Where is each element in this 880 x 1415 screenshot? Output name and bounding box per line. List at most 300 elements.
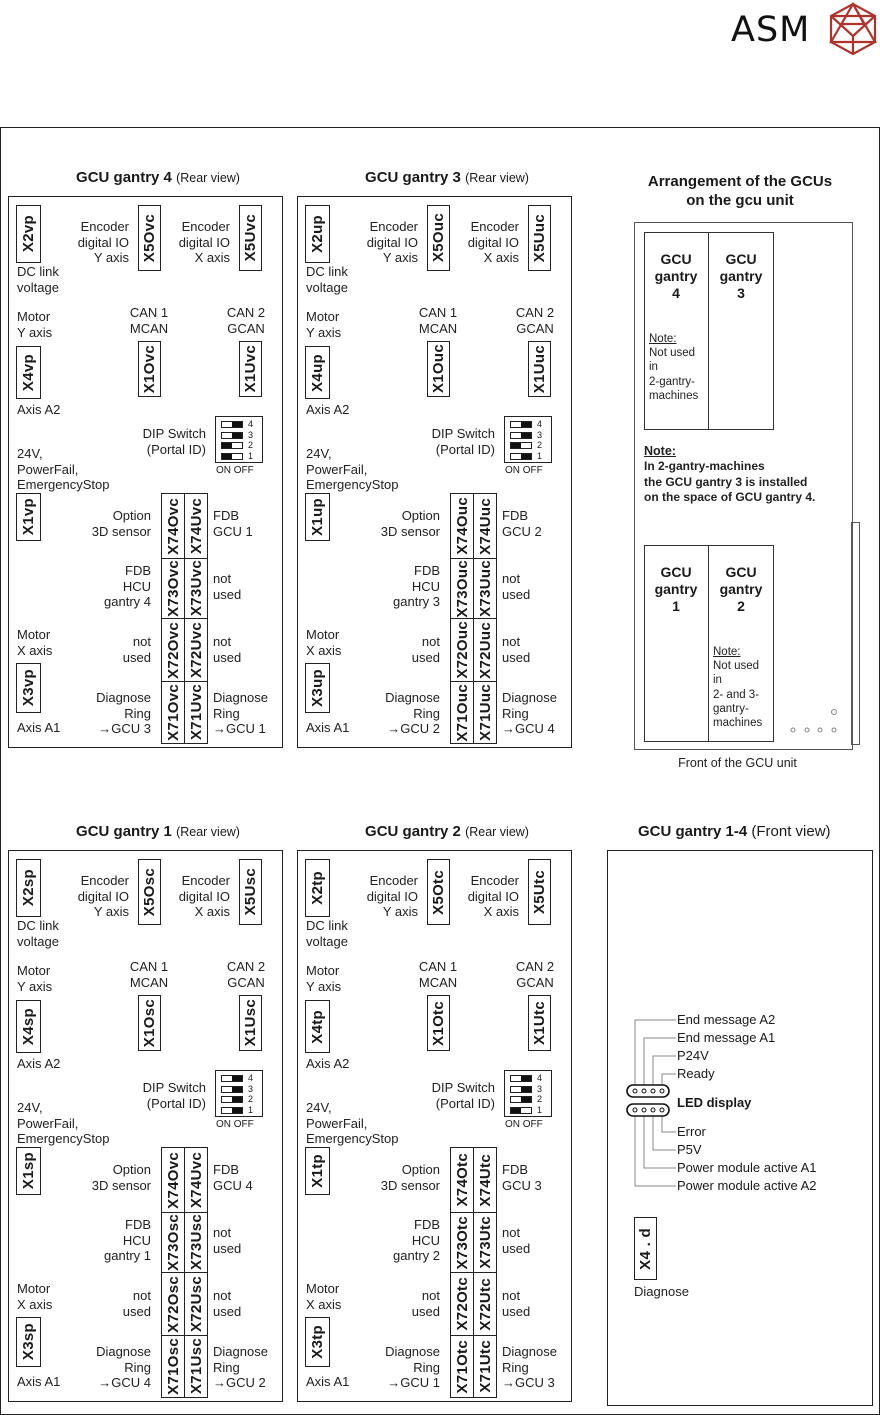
not-used-label: not used	[213, 571, 242, 602]
diagnose-ring-left-label: Diagnose Ring →GCU 3	[96, 690, 151, 736]
option-3d-label: Option 3D sensor	[380, 508, 440, 539]
power-label: 24V, PowerFail, EmergencyStop	[306, 1100, 399, 1146]
can1-label: CAN 1 MCAN	[418, 959, 458, 990]
led-display-icon	[620, 1010, 680, 1195]
motor-x-label: Motor X axis	[306, 627, 342, 658]
unit-indicator-dots-icon	[788, 706, 840, 736]
connector-motor-y	[305, 346, 330, 399]
led-display-label: LED display	[677, 1095, 752, 1110]
connector-label: X72Uuc	[476, 621, 494, 679]
fdb-hcu-label: FDB HCU gantry 3	[393, 563, 440, 609]
connector-encoder-y	[427, 859, 450, 925]
dip-switch-3	[510, 432, 532, 439]
dip-number: 1	[248, 450, 254, 461]
connector-label: X5Usc	[242, 868, 259, 916]
dip-switch-label: DIP Switch (Portal ID)	[142, 1080, 206, 1111]
not-used-label: not used	[502, 1225, 531, 1256]
connector-label: X73Osc	[164, 1214, 182, 1271]
fdb-gcu-label: FDB GCU 1	[213, 508, 253, 539]
connector-label: X1vp	[20, 498, 37, 536]
dip-switch-4	[510, 421, 532, 428]
slot-gantry-4: GCU gantry 4	[654, 251, 698, 301]
connector-fdb-o	[450, 1212, 474, 1273]
connector-fdb-o	[450, 1147, 474, 1213]
connector-fdb-u	[184, 1212, 208, 1273]
connector-label: X73Otc	[453, 1215, 471, 1270]
front-view-subtitle: (Front view)	[751, 823, 831, 840]
gcu-rear-panel	[8, 196, 283, 748]
panel-title-main: GCU gantry 4	[76, 169, 172, 186]
motor-x-label: Motor X axis	[306, 1281, 342, 1312]
dip-number: 1	[537, 1104, 543, 1115]
connector-label: X4sp	[20, 1007, 37, 1046]
connector-label: X74Ouc	[453, 497, 471, 555]
motor-x-label: Motor X axis	[17, 1281, 53, 1312]
dip-switch-4	[221, 421, 243, 428]
dc-link-label: DC link voltage	[17, 918, 59, 949]
dip-number: 4	[537, 1073, 543, 1083]
encoder-x-label: Encoder digital IO X axis	[467, 873, 519, 919]
connector-fdb-u	[184, 1335, 208, 1398]
connector-can2	[239, 341, 262, 397]
main-note-label: Note:	[644, 444, 676, 458]
dip-number: 4	[537, 419, 543, 429]
connector-label: X73Utc	[476, 1216, 494, 1269]
panel-title	[297, 169, 597, 186]
connector-label: X73Ovc	[164, 560, 182, 617]
dip-switch-1	[510, 1107, 532, 1114]
connector-label: X2up	[309, 215, 326, 253]
connector-motor-x	[16, 1317, 41, 1367]
asm-logo-icon	[826, 2, 880, 56]
connector-label: X72Utc	[476, 1277, 494, 1331]
not-used-label: not used	[213, 1225, 242, 1256]
dip-lever	[232, 422, 242, 427]
dip-number: 4	[248, 1073, 254, 1083]
dip-lever	[521, 1097, 531, 1102]
not-used-label: not used	[122, 1288, 151, 1319]
front-of-unit-label: Front of the GCU unit	[678, 756, 797, 770]
dip-switch-1	[510, 453, 532, 460]
connector-fdb-o	[450, 618, 474, 682]
not-used-label: not used	[213, 1288, 242, 1319]
dip-switch-3	[221, 432, 243, 439]
connector-label: X2vp	[20, 215, 37, 253]
motor-x-label: Motor X axis	[17, 627, 53, 658]
connector-label: X3sp	[20, 1323, 37, 1361]
dip-on-off-label: ON OFF	[505, 465, 543, 476]
diagnose-label: Diagnose	[634, 1284, 689, 1299]
dip-number: 2	[248, 440, 254, 450]
connector-fdb-u	[184, 618, 208, 682]
not-used-label: not used	[213, 634, 242, 665]
connector-encoder-x	[239, 859, 262, 925]
dip-switch-2	[221, 1096, 243, 1103]
dip-switch-2	[510, 1096, 532, 1103]
connector-fdb-u	[473, 618, 497, 682]
dip-switch-3	[510, 1086, 532, 1093]
connector-fdb-o	[450, 1272, 474, 1336]
dip-switch-label: DIP Switch (Portal ID)	[431, 1080, 495, 1111]
connector-label: X5Ouc	[430, 213, 447, 263]
connector-label: X72Osc	[164, 1275, 182, 1333]
connector-fdb-u	[473, 493, 497, 559]
not-used-label: not used	[122, 634, 151, 665]
connector-can2	[528, 995, 551, 1051]
connector-label: X72Uvc	[187, 621, 205, 678]
fdb-gcu-label: FDB GCU 2	[502, 508, 542, 539]
panel-title	[297, 823, 597, 840]
connector-label: X73Uuc	[476, 560, 494, 617]
dip-number: 2	[248, 1094, 254, 1104]
connector-can1	[427, 995, 450, 1051]
power-label: 24V, PowerFail, EmergencyStop	[306, 446, 399, 492]
dip-lever	[521, 433, 531, 438]
led-power-module-a1: Power module active A1	[677, 1160, 817, 1175]
connector-fdb-u	[184, 1147, 208, 1213]
dip-switch	[215, 1070, 263, 1117]
encoder-y-label: Encoder digital IO Y axis	[366, 219, 418, 265]
motor-y-label: Motor Y axis	[17, 309, 53, 340]
led-p24v: P24V	[677, 1048, 709, 1063]
connector-fdb-u	[184, 493, 208, 559]
connector-label: X72Otc	[453, 1277, 471, 1331]
connector-label: X73Uvc	[187, 560, 205, 617]
not-used-label: not used	[502, 634, 531, 665]
dip-lever	[521, 454, 531, 459]
connector-fdb-o	[161, 1272, 185, 1336]
connector-label: X71Ouc	[453, 683, 471, 742]
dip-switch-label: DIP Switch (Portal ID)	[142, 426, 206, 457]
connector-label: X72Ouc	[453, 621, 471, 679]
note-g4: Not used in 2-gantry- machines	[649, 347, 699, 402]
dc-link-label: DC link voltage	[306, 264, 348, 295]
dip-lever	[511, 1108, 521, 1113]
diagnose-ring-left-label: Diagnose Ring →GCU 1	[385, 1344, 440, 1390]
motor-y-label: Motor Y axis	[306, 963, 342, 994]
main-note: In 2-gantry-machines the GCU gantry 3 is installed on the space of GCU gantry 4.	[644, 459, 816, 504]
connector-fdb-u	[184, 681, 208, 744]
can2-label: CAN 2 GCAN	[515, 305, 555, 336]
dip-lever	[222, 454, 232, 459]
connector-power	[305, 493, 330, 541]
connector-label: X74Otc	[453, 1153, 471, 1207]
dip-on-off-label: ON OFF	[216, 465, 254, 476]
encoder-y-label: Encoder digital IO Y axis	[77, 873, 129, 919]
connector-label: X72Usc	[187, 1275, 205, 1332]
connector-label: X74Ovc	[164, 1151, 182, 1209]
connector-label: X1Ouc	[430, 344, 447, 394]
panel-title-main: GCU gantry 1	[76, 823, 172, 840]
connector-can2	[239, 995, 262, 1051]
not-used-label: not used	[502, 571, 531, 602]
connector-fdb-o	[161, 493, 185, 559]
connector-label: X5Uuc	[531, 213, 548, 263]
connector-label: X71Ovc	[164, 684, 182, 741]
fdb-hcu-label: FDB HCU gantry 2	[393, 1217, 440, 1263]
not-used-label: not used	[502, 1288, 531, 1319]
led-end-message-a1: End message A1	[677, 1030, 776, 1045]
connector-power	[305, 1147, 330, 1195]
dip-lever	[232, 1108, 242, 1113]
connector-motor-x	[305, 1317, 330, 1367]
dip-lever	[232, 1087, 242, 1092]
dip-switch-2	[221, 442, 243, 449]
connector-fdb-u	[184, 558, 208, 619]
dip-number: 2	[537, 440, 543, 450]
connector-motor-x	[16, 663, 41, 713]
connector-fdb-o	[450, 558, 474, 619]
connector-label: X1Usc	[242, 999, 259, 1047]
can1-label: CAN 1 MCAN	[418, 305, 458, 336]
dip-number: 4	[248, 419, 254, 429]
dip-lever	[521, 1076, 531, 1081]
panel-title-main: GCU gantry 3	[365, 169, 461, 186]
connector-encoder-y	[427, 205, 450, 271]
encoder-y-label: Encoder digital IO Y axis	[366, 873, 418, 919]
can2-label: CAN 2 GCAN	[515, 959, 555, 990]
option-3d-label: Option 3D sensor	[91, 1162, 151, 1193]
led-ready: Ready	[677, 1066, 715, 1081]
connector-label: X74Ovc	[164, 497, 182, 555]
connector-label: X1Osc	[141, 998, 158, 1048]
axis-a2-label: Axis A2	[17, 402, 61, 417]
connector-can2	[528, 341, 551, 397]
power-label: 24V, PowerFail, EmergencyStop	[17, 1100, 110, 1146]
panel-title	[8, 823, 308, 840]
dip-switch-1	[221, 453, 243, 460]
can1-label: CAN 1 MCAN	[129, 305, 169, 336]
diagnose-ring-right-label: Diagnose Ring →GCU 1	[213, 690, 268, 736]
gcu-unit-handle	[851, 522, 860, 745]
gcu-rear-panel	[297, 850, 572, 1402]
connector-label: X74Uuc	[476, 497, 494, 555]
connector-label: X1sp	[20, 1152, 37, 1190]
note-label-g2: Note:	[713, 646, 741, 658]
encoder-y-label: Encoder digital IO Y axis	[77, 219, 129, 265]
connector-fdb-u	[473, 681, 497, 744]
dip-number: 3	[248, 1083, 254, 1094]
connector-label: X1Utc	[531, 1000, 548, 1046]
dip-switch-label: DIP Switch (Portal ID)	[431, 426, 495, 457]
connector-label: X1Uvc	[242, 345, 259, 393]
led-p5v: P5V	[677, 1142, 702, 1157]
connector-x4d	[634, 1217, 657, 1280]
asm-logo-text: ASM	[731, 10, 811, 50]
connector-dc-link	[305, 205, 330, 263]
dip-lever	[521, 1087, 531, 1092]
encoder-x-label: Encoder digital IO X axis	[467, 219, 519, 265]
connector-label: X72Ovc	[164, 621, 182, 679]
dip-switch-2	[510, 442, 532, 449]
connector-fdb-o	[161, 681, 185, 744]
axis-a2-label: Axis A2	[17, 1056, 61, 1071]
connector-fdb-o	[450, 1335, 474, 1398]
slot-gantry-3: GCU gantry 3	[719, 251, 763, 301]
diagnose-ring-left-label: Diagnose Ring →GCU 4	[96, 1344, 151, 1390]
dip-switch-1	[221, 1107, 243, 1114]
connector-fdb-u	[184, 1272, 208, 1336]
connector-label: X5Otc	[430, 869, 447, 915]
diagnose-ring-right-label: Diagnose Ring →GCU 4	[502, 690, 557, 736]
led-power-module-a2: Power module active A2	[677, 1178, 817, 1193]
can2-label: CAN 2 GCAN	[226, 959, 266, 990]
dip-switch-4	[510, 1075, 532, 1082]
axis-a2-label: Axis A2	[306, 1056, 350, 1071]
connector-label: X4 . d	[637, 1227, 654, 1270]
connector-label: X1up	[309, 498, 326, 536]
connector-label: X74Uvc	[187, 497, 205, 554]
dip-switch	[504, 1070, 552, 1117]
dip-on-off-label: ON OFF	[505, 1119, 543, 1130]
fdb-gcu-label: FDB GCU 4	[213, 1162, 253, 1193]
connector-encoder-x	[528, 859, 551, 925]
connector-fdb-o	[161, 1147, 185, 1213]
gcu-rear-panel	[8, 850, 283, 1402]
axis-a1-label: Axis A1	[306, 1374, 350, 1389]
axis-a1-label: Axis A1	[17, 1374, 61, 1389]
led-error: Error	[677, 1124, 706, 1139]
connector-label: X4up	[309, 353, 326, 392]
connector-motor-y	[16, 346, 41, 399]
connector-fdb-o	[450, 681, 474, 744]
connector-label: X3tp	[309, 1325, 326, 1359]
connector-label: X1Uuc	[531, 344, 548, 394]
fdb-hcu-label: FDB HCU gantry 4	[104, 563, 151, 609]
connector-fdb-o	[161, 1212, 185, 1273]
connector-label: X1Otc	[430, 1000, 447, 1046]
connector-label: X4tp	[309, 1009, 326, 1044]
connector-label: X3up	[309, 669, 326, 707]
connector-encoder-x	[528, 205, 551, 271]
dip-number: 1	[537, 450, 543, 461]
dip-lever	[511, 443, 521, 448]
gcu-rear-panel	[297, 196, 572, 748]
connector-fdb-u	[473, 1147, 497, 1213]
dip-switch	[504, 416, 552, 463]
connector-fdb-u	[473, 1272, 497, 1336]
connector-label: X74Utc	[476, 1153, 494, 1207]
note-label-g4: Note:	[649, 333, 677, 345]
connector-label: X5Utc	[531, 869, 548, 915]
dip-switch	[215, 416, 263, 463]
connector-label: X5Ovc	[141, 213, 158, 263]
connector-label: X4vp	[20, 353, 37, 392]
connector-label: X2tp	[309, 871, 326, 905]
connector-label: X5Uvc	[242, 214, 259, 262]
axis-a1-label: Axis A1	[306, 720, 350, 735]
connector-motor-y	[305, 1000, 330, 1053]
connector-label: X1Ovc	[141, 344, 158, 394]
led-end-message-a2: End message A2	[677, 1012, 776, 1027]
arrangement-title: Arrangement of the GCUs on the gcu unit	[647, 173, 833, 209]
dip-number: 1	[248, 1104, 254, 1115]
connector-dc-link	[305, 859, 330, 917]
dip-lever	[232, 1076, 242, 1081]
dip-lever	[232, 433, 242, 438]
connector-power	[16, 493, 41, 541]
panel-title-main: GCU gantry 2	[365, 823, 461, 840]
panel-title	[8, 169, 308, 186]
connector-label: X71Uvc	[187, 684, 205, 741]
connector-label: X74Uvc	[187, 1151, 205, 1208]
connector-fdb-u	[473, 1212, 497, 1273]
can1-label: CAN 1 MCAN	[129, 959, 169, 990]
panel-title-view: (Rear view)	[465, 171, 529, 185]
connector-label: X3vp	[20, 669, 37, 707]
connector-dc-link	[16, 859, 41, 917]
diagnose-ring-left-label: Diagnose Ring →GCU 2	[385, 690, 440, 736]
option-3d-label: Option 3D sensor	[380, 1162, 440, 1193]
encoder-x-label: Encoder digital IO X axis	[178, 873, 230, 919]
connector-label: X71Utc	[476, 1340, 494, 1393]
dip-number: 3	[537, 1083, 543, 1094]
dip-number: 2	[537, 1094, 543, 1104]
dip-switch-3	[221, 1086, 243, 1093]
dip-number: 3	[537, 429, 543, 440]
dip-lever	[232, 1097, 242, 1102]
connector-can1	[138, 995, 161, 1051]
connector-fdb-o	[161, 618, 185, 682]
diagnose-ring-right-label: Diagnose Ring →GCU 2	[213, 1344, 268, 1390]
connector-label: X2sp	[20, 869, 37, 907]
dip-on-off-label: ON OFF	[216, 1119, 254, 1130]
dc-link-label: DC link voltage	[306, 918, 348, 949]
motor-y-label: Motor Y axis	[306, 309, 342, 340]
connector-label: X71Osc	[164, 1338, 182, 1395]
connector-encoder-x	[239, 205, 262, 271]
fdb-gcu-label: FDB GCU 3	[502, 1162, 542, 1193]
fdb-hcu-label: FDB HCU gantry 1	[104, 1217, 151, 1263]
encoder-x-label: Encoder digital IO X axis	[178, 219, 230, 265]
connector-encoder-y	[138, 205, 161, 271]
connector-motor-x	[305, 663, 330, 713]
connector-label: X71Uuc	[476, 684, 494, 741]
panel-title-view: (Rear view)	[176, 825, 240, 839]
connector-motor-y	[16, 1000, 41, 1053]
connector-label: X5Osc	[141, 867, 158, 917]
panel-title-view: (Rear view)	[176, 171, 240, 185]
connector-fdb-u	[473, 558, 497, 619]
can2-label: CAN 2 GCAN	[226, 305, 266, 336]
power-label: 24V, PowerFail, EmergencyStop	[17, 446, 110, 492]
slot-gantry-2: GCU gantry 2	[719, 564, 763, 614]
connector-fdb-o	[161, 1335, 185, 1398]
dip-number: 3	[248, 429, 254, 440]
connector-encoder-y	[138, 859, 161, 925]
note-g2: Not used in 2- and 3- gantry- machines	[713, 660, 763, 730]
connector-can1	[138, 341, 161, 397]
front-view-title	[607, 823, 880, 840]
connector-label: X71Otc	[453, 1339, 471, 1394]
front-view-title-main: GCU gantry 1-4	[638, 823, 748, 840]
not-used-label: not used	[411, 634, 440, 665]
panel-title-view: (Rear view)	[465, 825, 529, 839]
connector-label: X1tp	[309, 1154, 326, 1188]
dip-lever	[222, 443, 232, 448]
connector-label: X71Usc	[187, 1338, 205, 1395]
connector-label: X73Ouc	[453, 559, 471, 618]
connector-dc-link	[16, 205, 41, 263]
connector-fdb-o	[161, 558, 185, 619]
axis-a2-label: Axis A2	[306, 402, 350, 417]
dip-switch-4	[221, 1075, 243, 1082]
connector-fdb-u	[473, 1335, 497, 1398]
dip-lever	[521, 422, 531, 427]
connector-can1	[427, 341, 450, 397]
not-used-label: not used	[411, 1288, 440, 1319]
option-3d-label: Option 3D sensor	[91, 508, 151, 539]
